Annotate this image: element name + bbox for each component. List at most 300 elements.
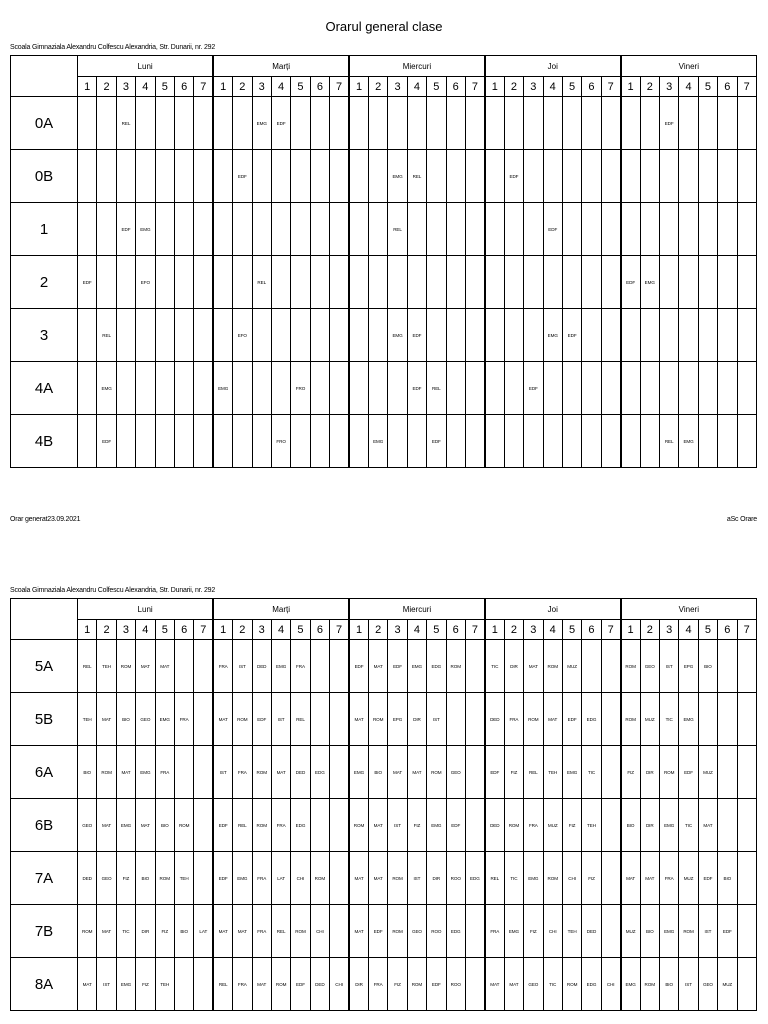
- lesson-cell: [330, 150, 349, 203]
- lesson-cell: [310, 799, 329, 852]
- class-name: 6A: [11, 746, 78, 799]
- lesson-cell: EDF: [368, 905, 387, 958]
- lesson-cell: [427, 256, 446, 309]
- lesson-cell: EDF: [78, 256, 97, 309]
- period-header: 1: [621, 620, 640, 640]
- lesson-cell: [737, 203, 756, 256]
- period-header: 4: [543, 620, 562, 640]
- lesson-cell: [601, 97, 620, 150]
- lesson-cell: [737, 746, 756, 799]
- period-header: 4: [271, 620, 290, 640]
- lesson-cell: [194, 693, 213, 746]
- lesson-cell: MAT: [78, 958, 97, 1011]
- lesson-cell: [485, 415, 504, 468]
- lesson-cell: EDG: [427, 640, 446, 693]
- lesson-cell: [465, 958, 484, 1011]
- lesson-cell: ROM: [368, 693, 387, 746]
- period-header: 5: [155, 77, 174, 97]
- period-header: 3: [252, 620, 271, 640]
- lesson-cell: EMG: [388, 150, 407, 203]
- lesson-cell: [194, 958, 213, 1011]
- lesson-cell: MAT: [524, 640, 543, 693]
- lesson-cell: FRA: [213, 640, 232, 693]
- lesson-cell: [155, 97, 174, 150]
- lesson-cell: [698, 150, 717, 203]
- lesson-cell: [213, 203, 232, 256]
- lesson-cell: [485, 309, 504, 362]
- lesson-cell: REL: [271, 905, 290, 958]
- class-name: 5A: [11, 640, 78, 693]
- school-name-top: Scoala Gimnaziala Alexandru Colfescu Alexandria, Str. Dunarii, nr. 292: [10, 44, 216, 51]
- lesson-cell: [465, 256, 484, 309]
- lesson-cell: BIO: [78, 746, 97, 799]
- lesson-cell: MAT: [368, 852, 387, 905]
- lesson-cell: ROM: [97, 746, 116, 799]
- lesson-cell: ROM: [407, 958, 426, 1011]
- lesson-cell: [465, 203, 484, 256]
- lesson-cell: TIC: [543, 958, 562, 1011]
- lesson-cell: [465, 905, 484, 958]
- lesson-cell: [194, 150, 213, 203]
- lesson-cell: EPG: [679, 640, 698, 693]
- lesson-cell: FIZ: [562, 799, 581, 852]
- lesson-cell: [679, 256, 698, 309]
- lesson-cell: DIR: [640, 799, 659, 852]
- lesson-cell: [78, 150, 97, 203]
- lesson-cell: [310, 640, 329, 693]
- lesson-cell: FRA: [368, 958, 387, 1011]
- lesson-cell: [524, 203, 543, 256]
- lesson-cell: [368, 150, 387, 203]
- lesson-cell: BIO: [116, 693, 135, 746]
- lesson-cell: [601, 150, 620, 203]
- lesson-cell: [116, 362, 135, 415]
- lesson-cell: [601, 362, 620, 415]
- lesson-cell: EDF: [427, 415, 446, 468]
- period-header: 3: [388, 620, 407, 640]
- lesson-cell: [233, 97, 252, 150]
- lesson-cell: [349, 97, 368, 150]
- lesson-cell: [407, 203, 426, 256]
- lesson-cell: [116, 415, 135, 468]
- lesson-cell: [78, 97, 97, 150]
- lesson-cell: TEH: [97, 640, 116, 693]
- table-row: [11, 693, 757, 746]
- lesson-cell: [698, 256, 717, 309]
- lesson-cell: ROO: [427, 905, 446, 958]
- lesson-cell: FRA: [233, 958, 252, 1011]
- lesson-cell: [291, 97, 310, 150]
- lesson-cell: [582, 415, 601, 468]
- lesson-cell: [174, 640, 193, 693]
- table-row: [11, 852, 757, 905]
- lesson-cell: EMG: [621, 958, 640, 1011]
- period-header: 1: [213, 620, 232, 640]
- day-header: Luni: [78, 599, 214, 620]
- lesson-cell: EMG: [388, 309, 407, 362]
- lesson-cell: IST: [427, 693, 446, 746]
- lesson-cell: [310, 415, 329, 468]
- lesson-cell: [368, 309, 387, 362]
- period-header: 7: [601, 620, 620, 640]
- lesson-cell: [194, 415, 213, 468]
- period-header: 3: [524, 77, 543, 97]
- lesson-cell: MUZ: [543, 799, 562, 852]
- class-name: 2: [11, 256, 78, 309]
- lesson-cell: ROM: [116, 640, 135, 693]
- period-header: 2: [640, 77, 659, 97]
- lesson-cell: FRA: [155, 746, 174, 799]
- lesson-cell: EMG: [155, 693, 174, 746]
- table-row: [11, 97, 757, 150]
- lesson-cell: IST: [407, 852, 426, 905]
- lesson-cell: [582, 256, 601, 309]
- lesson-cell: [78, 362, 97, 415]
- lesson-cell: MAT: [349, 693, 368, 746]
- lesson-cell: [543, 362, 562, 415]
- period-header: 2: [233, 77, 252, 97]
- lesson-cell: FRO: [271, 415, 290, 468]
- lesson-cell: [174, 150, 193, 203]
- lesson-cell: [640, 203, 659, 256]
- lesson-cell: [271, 309, 290, 362]
- lesson-cell: REL: [485, 852, 504, 905]
- lesson-cell: FIZ: [155, 905, 174, 958]
- period-header: 6: [446, 77, 465, 97]
- lesson-cell: [155, 362, 174, 415]
- lesson-cell: EFO: [136, 256, 155, 309]
- lesson-cell: EDF: [679, 746, 698, 799]
- lesson-cell: EMG: [368, 415, 387, 468]
- lesson-cell: TIC: [582, 746, 601, 799]
- period-header: 3: [659, 620, 678, 640]
- lesson-cell: [136, 97, 155, 150]
- lesson-cell: REL: [659, 415, 678, 468]
- lesson-cell: [621, 309, 640, 362]
- lesson-cell: MAT: [136, 640, 155, 693]
- lesson-cell: CHI: [601, 958, 620, 1011]
- lesson-cell: FIZ: [136, 958, 155, 1011]
- lesson-cell: TIC: [485, 640, 504, 693]
- lesson-cell: [659, 362, 678, 415]
- lesson-cell: MAT: [233, 905, 252, 958]
- lesson-cell: [465, 415, 484, 468]
- lesson-cell: REL: [78, 640, 97, 693]
- lesson-cell: MAT: [97, 799, 116, 852]
- lesson-cell: EDF: [562, 309, 581, 362]
- lesson-cell: EFO: [233, 309, 252, 362]
- lesson-cell: [174, 415, 193, 468]
- lesson-cell: [718, 799, 737, 852]
- lesson-cell: MUZ: [562, 640, 581, 693]
- lesson-cell: DED: [78, 852, 97, 905]
- lesson-cell: [737, 362, 756, 415]
- day-header: Vineri: [621, 56, 757, 77]
- table-row: [11, 203, 757, 256]
- lesson-cell: [582, 150, 601, 203]
- lesson-cell: ROM: [679, 905, 698, 958]
- lesson-cell: [174, 958, 193, 1011]
- lesson-cell: [562, 150, 581, 203]
- lesson-cell: [97, 97, 116, 150]
- lesson-cell: EMG: [233, 852, 252, 905]
- lesson-cell: [562, 97, 581, 150]
- lesson-cell: [349, 203, 368, 256]
- lesson-cell: [465, 640, 484, 693]
- header-corner: [11, 56, 78, 97]
- lesson-cell: DED: [485, 799, 504, 852]
- lesson-cell: EDG: [291, 799, 310, 852]
- class-name: 5B: [11, 693, 78, 746]
- period-header: 3: [252, 77, 271, 97]
- lesson-cell: [601, 852, 620, 905]
- lesson-cell: [174, 309, 193, 362]
- period-header: 5: [291, 620, 310, 640]
- lesson-cell: EDF: [407, 309, 426, 362]
- lesson-cell: [446, 97, 465, 150]
- lesson-cell: ROO: [446, 958, 465, 1011]
- lesson-cell: [233, 362, 252, 415]
- lesson-cell: [213, 415, 232, 468]
- lesson-cell: CHI: [291, 852, 310, 905]
- lesson-cell: GEO: [640, 640, 659, 693]
- lesson-cell: TEH: [78, 693, 97, 746]
- lesson-cell: MAT: [252, 958, 271, 1011]
- lesson-cell: [446, 203, 465, 256]
- lesson-cell: [718, 203, 737, 256]
- lesson-cell: ROM: [524, 693, 543, 746]
- lesson-cell: EDF: [233, 150, 252, 203]
- period-header: 3: [524, 620, 543, 640]
- period-header: 3: [659, 77, 678, 97]
- lesson-cell: [407, 97, 426, 150]
- period-header: 1: [621, 77, 640, 97]
- lesson-cell: MAT: [368, 640, 387, 693]
- period-header: 7: [737, 77, 756, 97]
- lesson-cell: [446, 415, 465, 468]
- lesson-cell: MUZ: [621, 905, 640, 958]
- lesson-cell: [679, 97, 698, 150]
- lesson-cell: [136, 362, 155, 415]
- class-name: 1: [11, 203, 78, 256]
- lesson-cell: MAT: [97, 905, 116, 958]
- lesson-cell: [330, 746, 349, 799]
- lesson-cell: [718, 640, 737, 693]
- lesson-cell: [582, 362, 601, 415]
- lesson-cell: [640, 415, 659, 468]
- lesson-cell: EMG: [136, 746, 155, 799]
- lesson-cell: MAT: [368, 799, 387, 852]
- day-header: Joi: [485, 599, 621, 620]
- lesson-cell: [174, 362, 193, 415]
- lesson-cell: [194, 256, 213, 309]
- lesson-cell: [252, 362, 271, 415]
- lesson-cell: MUZ: [640, 693, 659, 746]
- period-header: 3: [116, 77, 135, 97]
- lesson-cell: [271, 203, 290, 256]
- lesson-cell: [330, 799, 349, 852]
- day-header: Marți: [213, 599, 349, 620]
- lesson-cell: DED: [485, 693, 504, 746]
- lesson-cell: FIZ: [582, 852, 601, 905]
- lesson-cell: [621, 203, 640, 256]
- lesson-cell: [194, 640, 213, 693]
- period-header: 2: [97, 77, 116, 97]
- lesson-cell: FRA: [271, 799, 290, 852]
- lesson-cell: FRA: [504, 693, 523, 746]
- lesson-cell: [388, 362, 407, 415]
- lesson-cell: FIZ: [388, 958, 407, 1011]
- lesson-cell: EDG: [446, 905, 465, 958]
- lesson-cell: IST: [233, 640, 252, 693]
- lesson-cell: FIZ: [524, 905, 543, 958]
- period-header: 4: [679, 620, 698, 640]
- lesson-cell: [310, 203, 329, 256]
- lesson-cell: EMG: [504, 905, 523, 958]
- period-header: 1: [485, 620, 504, 640]
- lesson-cell: [524, 150, 543, 203]
- lesson-cell: ROM: [349, 799, 368, 852]
- period-header: 4: [543, 77, 562, 97]
- lesson-cell: [349, 309, 368, 362]
- lesson-cell: MAT: [407, 746, 426, 799]
- period-header: 5: [698, 77, 717, 97]
- lesson-cell: EDF: [291, 958, 310, 1011]
- lesson-cell: [136, 309, 155, 362]
- lesson-cell: [504, 97, 523, 150]
- class-name: 0A: [11, 97, 78, 150]
- lesson-cell: [310, 693, 329, 746]
- period-header: 5: [155, 620, 174, 640]
- lesson-cell: EDF: [621, 256, 640, 309]
- period-header: 4: [407, 77, 426, 97]
- lesson-cell: ROM: [621, 693, 640, 746]
- lesson-cell: [291, 150, 310, 203]
- lesson-cell: [233, 256, 252, 309]
- lesson-cell: [504, 309, 523, 362]
- lesson-cell: EMG: [407, 640, 426, 693]
- day-header: Miercuri: [349, 56, 485, 77]
- lesson-cell: EDF: [485, 746, 504, 799]
- lesson-cell: EDF: [718, 905, 737, 958]
- lesson-cell: [562, 415, 581, 468]
- lesson-cell: ROM: [388, 852, 407, 905]
- lesson-cell: [465, 746, 484, 799]
- lesson-cell: [291, 256, 310, 309]
- lesson-cell: [330, 309, 349, 362]
- lesson-cell: [155, 309, 174, 362]
- lesson-cell: [698, 362, 717, 415]
- period-header: 2: [640, 620, 659, 640]
- lesson-cell: CHI: [310, 905, 329, 958]
- lesson-cell: [116, 150, 135, 203]
- lesson-cell: EDG: [310, 746, 329, 799]
- lesson-cell: DED: [310, 958, 329, 1011]
- lesson-cell: MAT: [621, 852, 640, 905]
- lesson-cell: [446, 693, 465, 746]
- table-row: [11, 958, 757, 1011]
- period-header: 7: [194, 620, 213, 640]
- lesson-cell: FRA: [485, 905, 504, 958]
- lesson-cell: [78, 309, 97, 362]
- lesson-cell: MAT: [698, 799, 717, 852]
- lesson-cell: EDF: [524, 362, 543, 415]
- school-name-bottom: Scoala Gimnaziala Alexandru Colfescu Alexandria, Str. Dunarii, nr. 292: [10, 587, 216, 594]
- lesson-cell: [291, 415, 310, 468]
- lesson-cell: REL: [252, 256, 271, 309]
- period-header: 7: [601, 77, 620, 97]
- period-header: 1: [485, 77, 504, 97]
- lesson-cell: [737, 309, 756, 362]
- lesson-cell: [465, 362, 484, 415]
- timetable-0-7: [10, 55, 757, 468]
- lesson-cell: TEH: [562, 905, 581, 958]
- period-header: 6: [174, 77, 193, 97]
- lesson-cell: ROM: [155, 852, 174, 905]
- lesson-cell: [271, 362, 290, 415]
- lesson-cell: [659, 150, 678, 203]
- lesson-cell: [368, 203, 387, 256]
- lesson-cell: [116, 309, 135, 362]
- lesson-cell: [504, 362, 523, 415]
- period-header: 5: [698, 620, 717, 640]
- period-header: 4: [271, 77, 290, 97]
- lesson-cell: [388, 415, 407, 468]
- lesson-cell: EMG: [271, 640, 290, 693]
- day-header: Miercuri: [349, 599, 485, 620]
- lesson-cell: EDF: [659, 97, 678, 150]
- lesson-cell: [601, 203, 620, 256]
- lesson-cell: GEO: [78, 799, 97, 852]
- period-header: 5: [427, 620, 446, 640]
- lesson-cell: REL: [427, 362, 446, 415]
- lesson-cell: IST: [213, 746, 232, 799]
- lesson-cell: [698, 309, 717, 362]
- period-header: 4: [679, 77, 698, 97]
- lesson-cell: ROM: [174, 799, 193, 852]
- lesson-cell: EDG: [465, 852, 484, 905]
- lesson-cell: [310, 150, 329, 203]
- lesson-cell: IST: [679, 958, 698, 1011]
- lesson-cell: [718, 693, 737, 746]
- lesson-cell: TIC: [504, 852, 523, 905]
- lesson-cell: [737, 799, 756, 852]
- lesson-cell: FRA: [252, 852, 271, 905]
- lesson-cell: MAT: [116, 746, 135, 799]
- lesson-cell: [621, 97, 640, 150]
- lesson-cell: [640, 309, 659, 362]
- lesson-cell: EMG: [116, 958, 135, 1011]
- lesson-cell: GEO: [524, 958, 543, 1011]
- period-header: 4: [136, 620, 155, 640]
- lesson-cell: [504, 415, 523, 468]
- lesson-cell: EDF: [388, 640, 407, 693]
- lesson-cell: [194, 362, 213, 415]
- lesson-cell: [679, 362, 698, 415]
- lesson-cell: [485, 97, 504, 150]
- lesson-cell: [659, 256, 678, 309]
- period-header: 1: [78, 77, 97, 97]
- lesson-cell: [737, 256, 756, 309]
- lesson-cell: CHI: [562, 852, 581, 905]
- lesson-cell: [233, 203, 252, 256]
- lesson-cell: [621, 362, 640, 415]
- lesson-cell: ROM: [310, 852, 329, 905]
- lesson-cell: [330, 362, 349, 415]
- lesson-cell: [543, 256, 562, 309]
- period-header: 6: [446, 620, 465, 640]
- lesson-cell: MAT: [213, 905, 232, 958]
